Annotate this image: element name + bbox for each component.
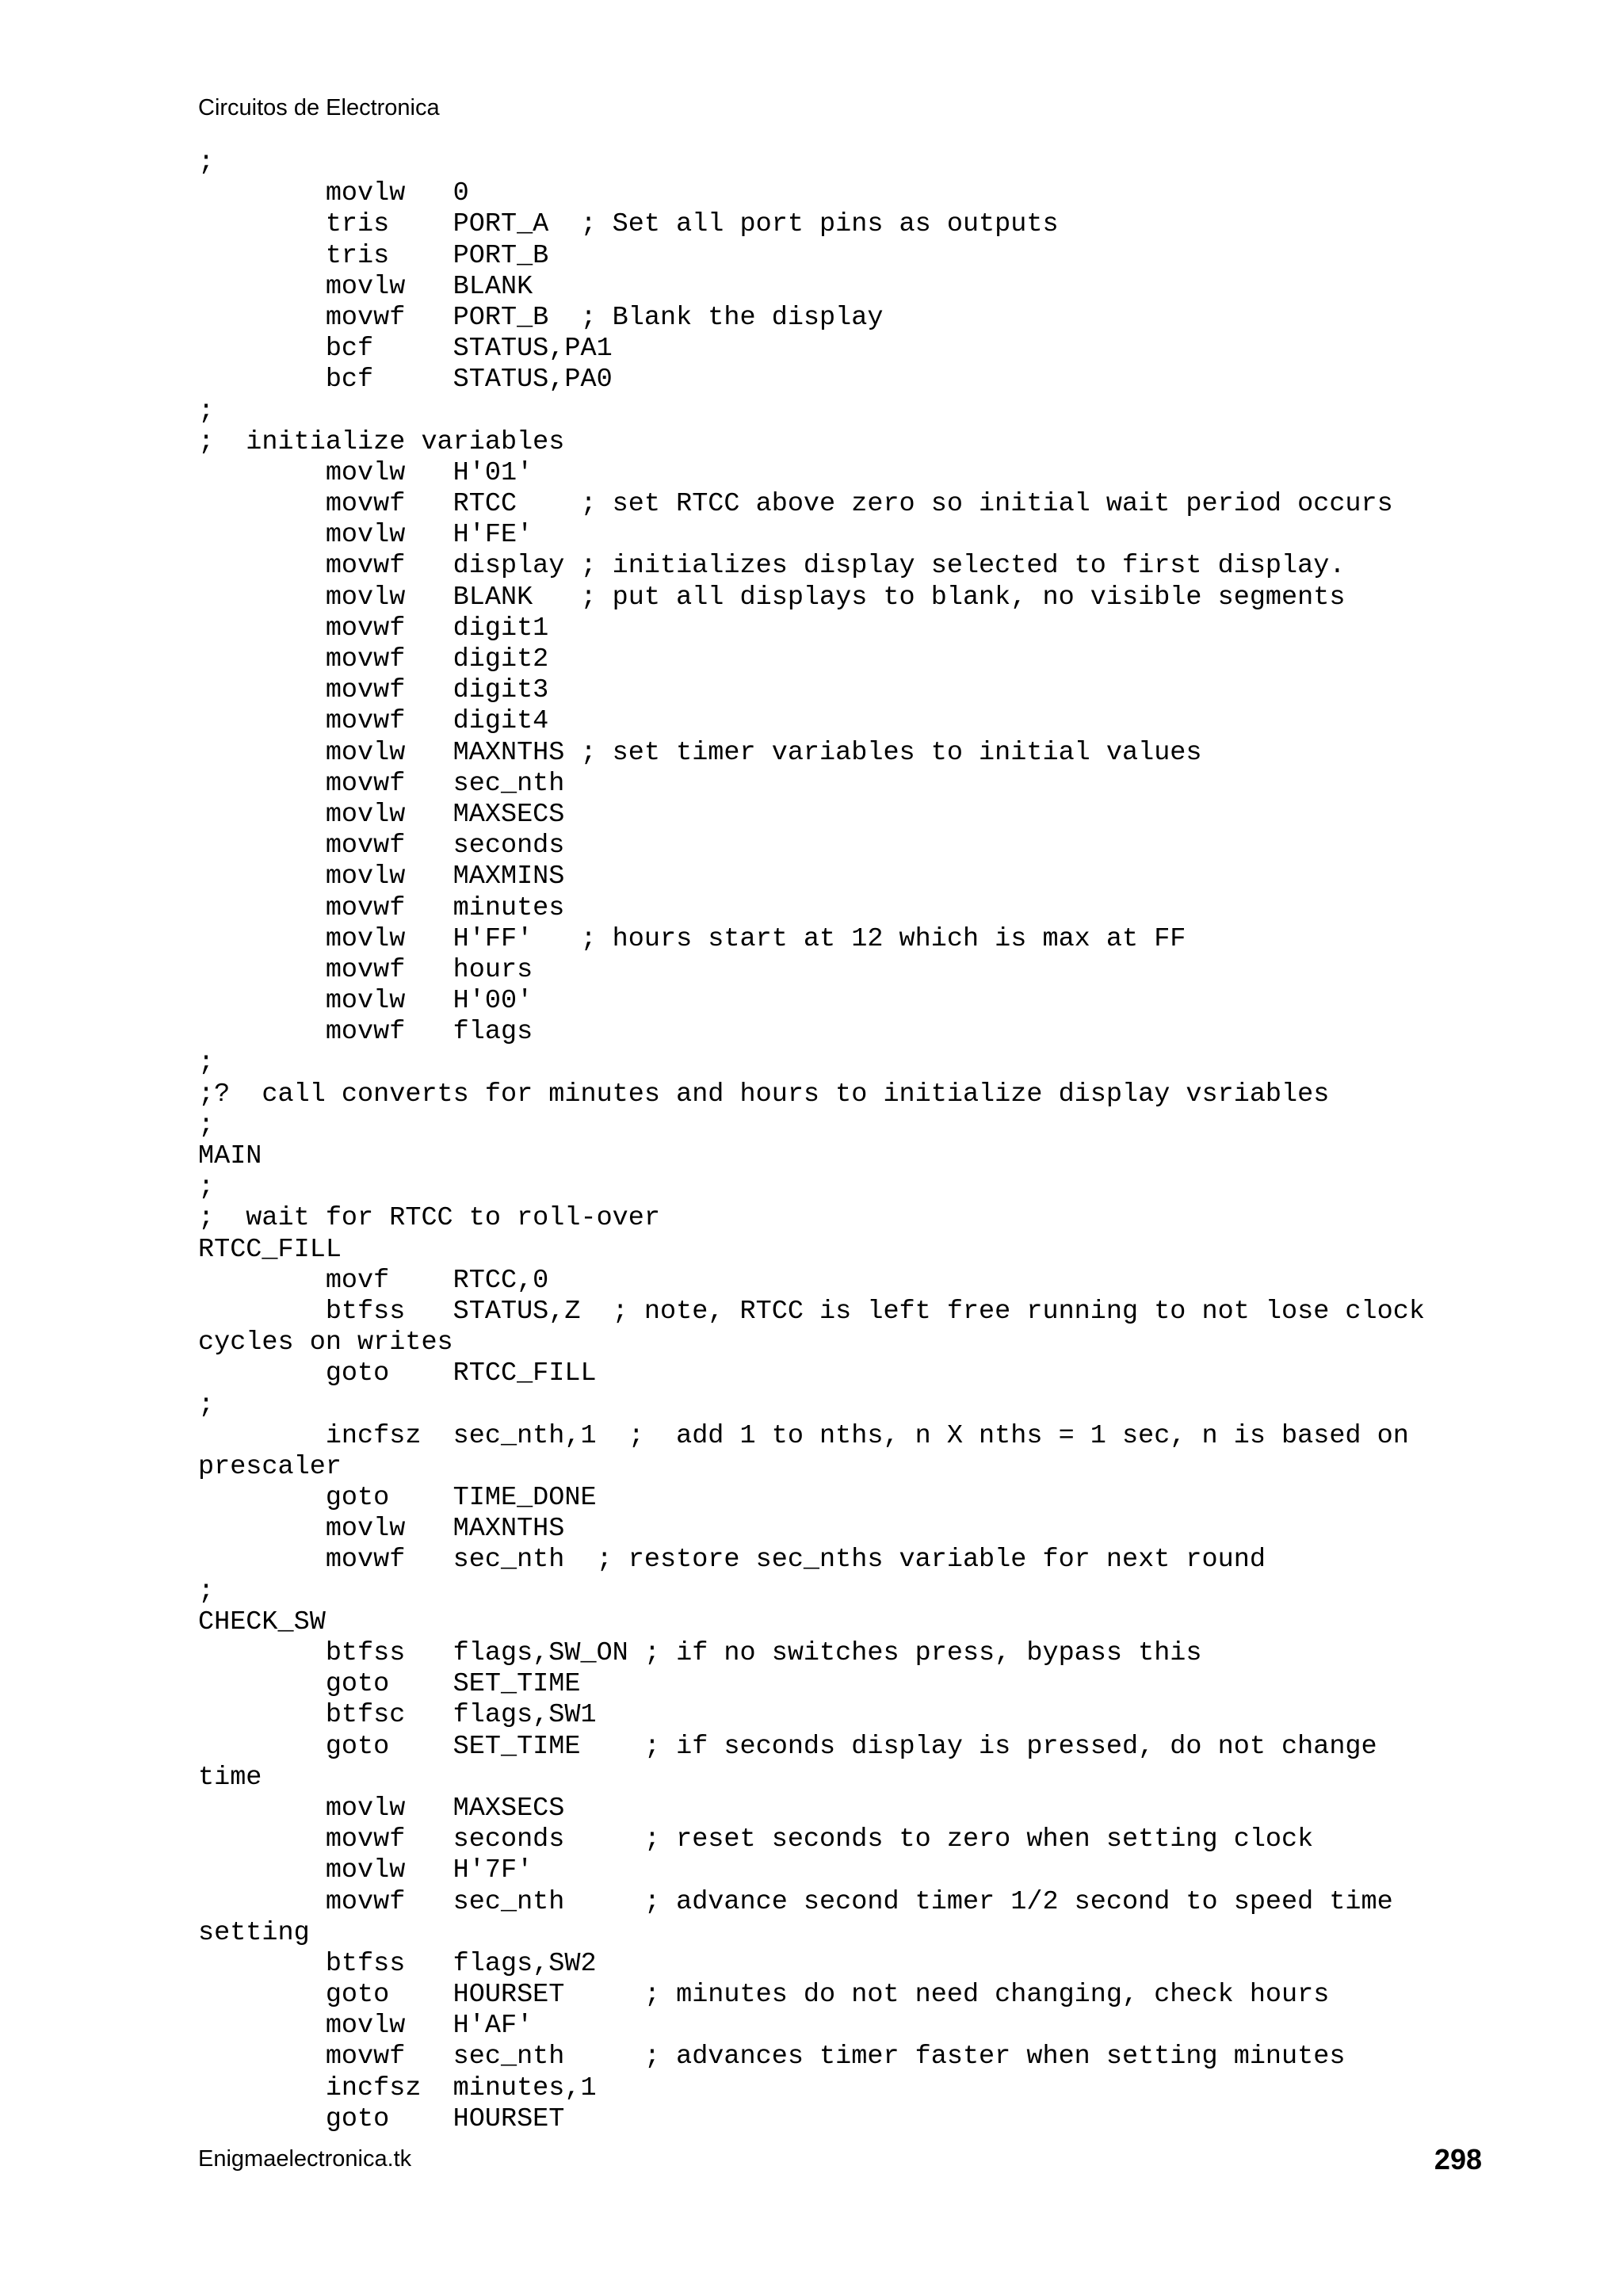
code-line: ;? call converts for minutes and hours to initialize display vsriables	[198, 1079, 1330, 1110]
code-line: movwf PORT_B ; Blank the display	[198, 302, 884, 333]
code-line: movlw 0	[198, 178, 469, 209]
code-line: movwf sec_nth ; advance second timer 1/2 second to speed time	[198, 1886, 1393, 1917]
code-line: movwf sec_nth	[198, 768, 565, 799]
code-line: movwf digit4	[198, 706, 549, 737]
code-line: bcf STATUS,PA1	[198, 334, 613, 365]
code-line: movlw H'FE'	[198, 520, 533, 551]
code-line: btfss STATUS,Z ; note, RTCC is left free running to not lose clock	[198, 1296, 1425, 1327]
code-line: tris PORT_B	[198, 240, 549, 271]
code-line: RTCC_FILL	[198, 1234, 342, 1265]
code-line: movwf RTCC ; set RTCC above zero so initial wait period occurs	[198, 489, 1393, 520]
code-line: ; initialize variables	[198, 426, 565, 457]
code-line: movwf digit1	[198, 613, 549, 644]
code-line: movlw H'AF'	[198, 2011, 533, 2042]
code-line: movlw H'7F'	[198, 1855, 533, 1886]
code-line: goto RTCC_FILL	[198, 1358, 597, 1389]
code-line: time	[198, 1762, 262, 1793]
code-line: ;	[198, 1110, 215, 1140]
code-line: goto TIME_DONE	[198, 1483, 597, 1514]
code-line: goto SET_TIME ; if seconds display is pressed, do not change	[198, 1731, 1377, 1762]
code-line: movwf hours	[198, 954, 533, 985]
code-line: setting	[198, 1917, 310, 1948]
code-line: prescaler	[198, 1451, 342, 1482]
code-line: movlw MAXNTHS	[198, 1514, 565, 1545]
code-line: ; wait for RTCC to roll-over	[198, 1203, 660, 1234]
code-line: ;	[198, 147, 215, 178]
code-line: bcf STATUS,PA0	[198, 365, 613, 395]
code-line: movlw MAXSECS	[198, 799, 565, 830]
code-line: movlw MAXSECS	[198, 1793, 565, 1824]
code-listing	[198, 147, 1425, 2135]
page-header-title: Circuitos de Electronica	[198, 95, 440, 120]
code-line: ;	[198, 1576, 215, 1606]
code-line: movlw MAXNTHS ; set timer variables to initial values	[198, 737, 1202, 768]
code-line: btfsc flags,SW1	[198, 1700, 597, 1731]
code-line: movwf sec_nth ; advances timer faster when setting minutes	[198, 2042, 1346, 2073]
code-line: incfsz sec_nth,1 ; add 1 to nths, n X nths = 1 sec, n is based on	[198, 1420, 1409, 1451]
code-line: movwf flags	[198, 1017, 533, 1048]
code-line: MAIN	[198, 1141, 262, 1171]
code-line: ;	[198, 395, 215, 426]
code-line: btfss flags,SW2	[198, 1948, 597, 1979]
code-line: movwf digit2	[198, 644, 549, 674]
code-line: movwf minutes	[198, 892, 565, 923]
code-line: tris PORT_A ; Set all port pins as outputs	[198, 209, 1059, 240]
code-line: CHECK_SW	[198, 1606, 326, 1637]
code-line: movlw BLANK	[198, 271, 533, 302]
code-line: movlw H'01'	[198, 457, 533, 488]
code-line: movlw MAXMINS	[198, 861, 565, 892]
code-line: ;	[198, 1048, 215, 1079]
code-line: movf RTCC,0	[198, 1265, 549, 1296]
code-line: ;	[198, 1389, 215, 1420]
code-line: goto HOURSET	[198, 2103, 565, 2134]
code-line: movwf seconds	[198, 831, 565, 861]
code-line: movlw BLANK ; put all displays to blank, no visible segments	[198, 582, 1346, 613]
code-line: movwf seconds ; reset seconds to zero when setting clock	[198, 1824, 1314, 1855]
code-line: cycles on writes	[198, 1328, 453, 1358]
code-line: ;	[198, 1172, 215, 1203]
code-line: movwf display ; initializes display selected to first display.	[198, 551, 1346, 582]
footer-site: Enigmaelectronica.tk	[198, 2146, 412, 2172]
code-line: goto HOURSET ; minutes do not need changing, check hours	[198, 1980, 1330, 2011]
code-line: movlw H'FF' ; hours start at 12 which is max at FF	[198, 923, 1186, 954]
code-line: btfss flags,SW_ON ; if no switches press, bypass this	[198, 1638, 1202, 1668]
code-line: incfsz minutes,1	[198, 2073, 597, 2103]
code-line: movwf sec_nth ; restore sec_nths variable for next round	[198, 1545, 1266, 1576]
code-line: movlw H'00'	[198, 986, 533, 1017]
code-line: goto SET_TIME	[198, 1669, 581, 1700]
page-number: 298	[1434, 2143, 1482, 2176]
code-line: movwf digit3	[198, 675, 549, 706]
